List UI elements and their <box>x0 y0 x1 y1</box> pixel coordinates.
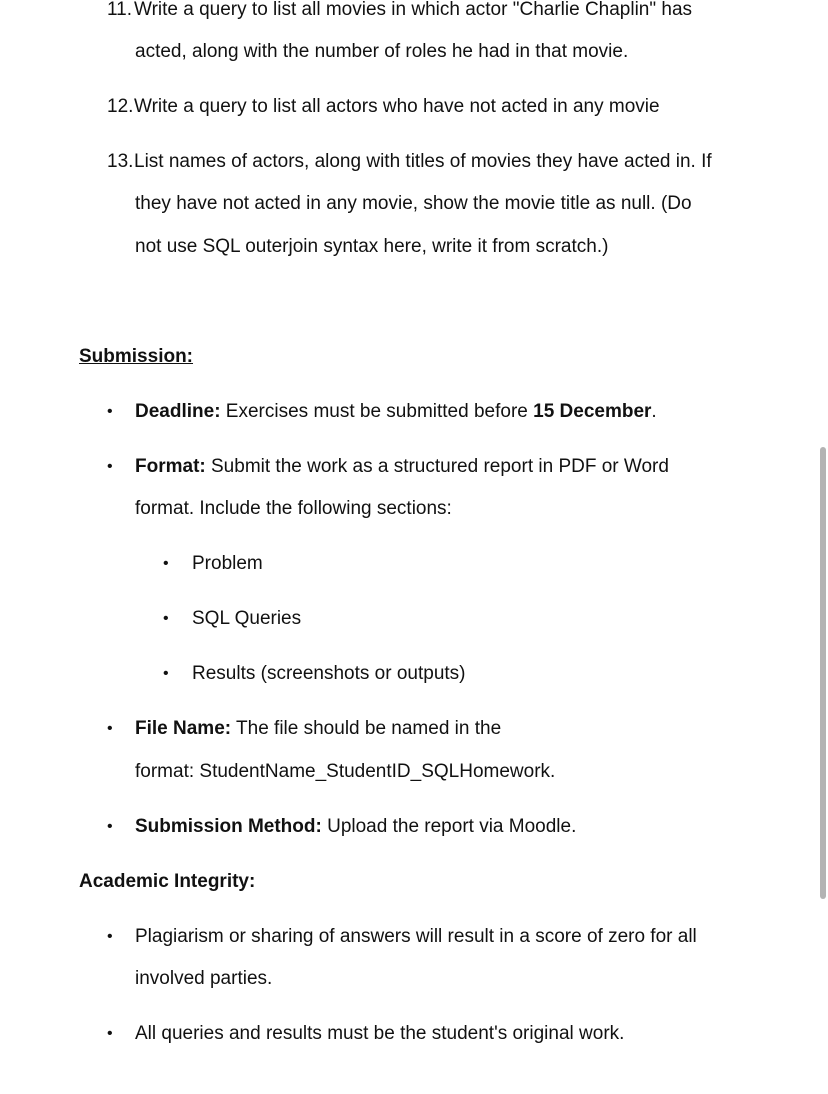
file-name-text: format: StudentName_StudentID_SQLHomework. <box>135 761 556 782</box>
integrity-text: All queries and results must be the student's original work. <box>135 1023 625 1044</box>
file-name-label: File Name: <box>135 718 232 739</box>
bullet-marker: • <box>107 458 113 475</box>
submission-method-text: Submission Method: Upload the report via Moodle. <box>135 816 577 837</box>
bullet-marker: • <box>107 720 113 737</box>
format-text: format. Include the following sections: <box>135 498 452 519</box>
question-number: 11. <box>107 0 133 20</box>
question-text: Write a query to list all movies in which actor "Charlie Chaplin" has <box>134 0 693 20</box>
bullet-marker: • <box>107 403 113 420</box>
section-item: SQL Queries <box>192 608 302 629</box>
file-name-text: File Name: The file should be named in the <box>135 718 502 739</box>
deadline-date: 15 December <box>533 401 652 422</box>
question-text: acted, along with the number of roles he had in that movie. <box>135 41 629 62</box>
deadline-text: Deadline: Exercises must be submitted before 15 December. <box>135 401 657 422</box>
bullet-marker: • <box>107 1025 113 1042</box>
deadline-label: Deadline: <box>135 401 221 422</box>
bullet-marker: • <box>163 610 169 627</box>
format-text: Format: Submit the work as a structured report in PDF or Word <box>135 456 669 477</box>
section-item: Results (screenshots or outputs) <box>192 663 466 684</box>
question-number: 12. <box>107 96 134 117</box>
question-number: 13. <box>107 151 134 172</box>
academic-integrity-heading: Academic Integrity: <box>79 871 256 892</box>
question-text: they have not acted in any movie, show the movie title as null. (Do <box>135 193 692 214</box>
format-label: Format: <box>135 456 206 477</box>
question-text: List names of actors, along with titles of movies they have acted in. If <box>134 151 712 172</box>
bullet-marker: • <box>163 555 169 572</box>
integrity-text: involved parties. <box>135 968 273 989</box>
vertical-scrollbar[interactable] <box>816 0 828 1094</box>
question-text: Write a query to list all actors who have not acted in any movie <box>134 96 660 117</box>
submission-method-label: Submission Method: <box>135 816 322 837</box>
integrity-text: Plagiarism or sharing of answers will result in a score of zero for all <box>135 926 697 947</box>
bullet-marker: • <box>107 818 113 835</box>
bullet-marker: • <box>107 928 113 945</box>
section-item: Problem <box>192 553 263 574</box>
bullet-marker: • <box>163 665 169 682</box>
submission-heading: Submission: <box>79 346 194 367</box>
question-text: not use SQL outerjoin syntax here, write it from scratch.) <box>135 236 609 257</box>
scrollbar-thumb[interactable] <box>820 447 826 899</box>
